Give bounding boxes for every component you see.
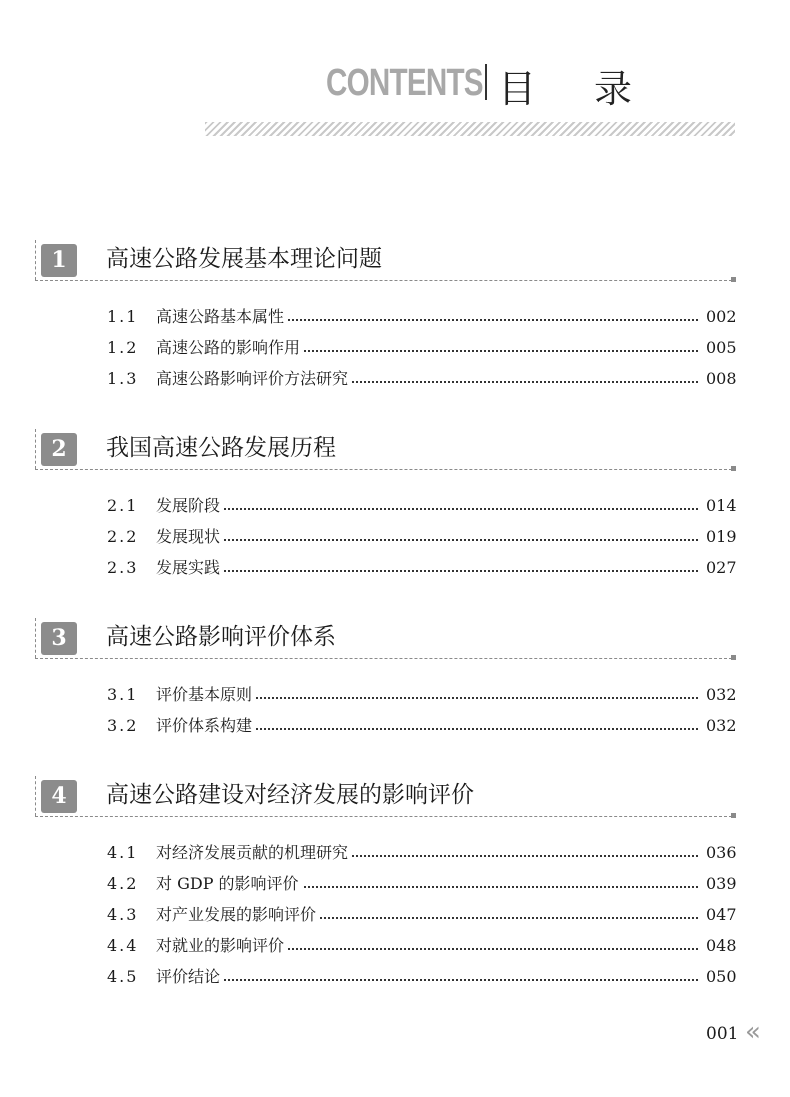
toc-entry[interactable] [0,306,790,337]
entry-page: 036 [706,842,740,864]
entry-title: 发展现状 [156,526,223,548]
chapter-heading [0,429,790,475]
chapter-3 [0,618,790,746]
entry-number: 4.3 [107,905,139,924]
chapter-1 [0,240,790,399]
toc-entry[interactable] [0,337,790,368]
toc-entry[interactable] [0,557,790,588]
entry-page: 032 [706,715,740,737]
entry-number: 2.3 [107,558,139,577]
entry-list [0,842,790,997]
chapter-rule [35,469,732,470]
leader-dots [156,979,698,981]
toc-entry[interactable] [0,684,790,715]
entry-number: 4.5 [107,967,139,986]
entry-title: 高速公路的影响作用 [156,337,303,359]
entry-page: 019 [706,526,740,548]
chapter-bracket [35,618,40,658]
entry-title: 发展实践 [156,557,223,579]
entry-number: 4.2 [107,874,139,893]
chapter-bracket [35,240,40,280]
chapter-number-badge: 2 [41,433,77,466]
chapter-number-badge: 4 [41,780,77,813]
chapter-bracket [35,776,40,816]
toc-entry[interactable] [0,368,790,399]
page-number: 001 [706,1024,739,1044]
chapter-heading [0,240,790,286]
chapter-bracket [35,429,40,469]
entry-list [0,306,790,399]
entry-page: 027 [706,557,740,579]
entry-number: 1.3 [107,369,139,388]
entry-page: 002 [706,306,740,328]
entry-page: 014 [706,495,740,517]
toc-entry[interactable] [0,935,790,966]
chapter-rule-end [731,813,736,818]
entry-page: 032 [706,684,740,706]
entry-title: 评价基本原则 [156,684,255,706]
entry-page: 048 [706,935,740,957]
entry-number: 1.1 [107,307,139,326]
entry-page: 039 [706,873,740,895]
leader-dots [156,508,698,510]
chapter-rule-end [731,655,736,660]
entry-page: 050 [706,966,740,988]
hatched-rule [205,122,735,136]
entry-title: 发展阶段 [156,495,223,517]
entry-number: 4.4 [107,936,139,955]
toc-entry[interactable] [0,842,790,873]
entry-title: 高速公路基本属性 [156,306,287,328]
entry-number: 2.1 [107,496,139,515]
chapter-number-badge: 1 [41,244,77,277]
entry-number: 2.2 [107,527,139,546]
toc-entry[interactable] [0,495,790,526]
entry-title: 评价体系构建 [156,715,255,737]
entry-number: 4.1 [107,843,139,862]
entry-title: 对就业的影响评价 [156,935,287,957]
entry-number: 3.1 [107,685,139,704]
chapter-rule-end [731,277,736,282]
leader-dots [156,570,698,572]
entry-title: 高速公路影响评价方法研究 [156,368,351,390]
chapter-title[interactable]: 我国高速公路发展历程 [106,435,336,461]
chapter-rule-end [731,466,736,471]
entry-list [0,684,790,746]
toc-entry[interactable] [0,904,790,935]
toc-entry[interactable] [0,526,790,557]
page-header [0,56,790,111]
chapter-title[interactable]: 高速公路建设对经济发展的影响评价 [106,782,474,808]
entry-page: 047 [706,904,740,926]
entry-page: 008 [706,368,740,390]
chapter-rule [35,658,732,659]
chapter-number-badge: 3 [41,622,77,655]
leader-dots [156,539,698,541]
contents-heading: CONTENTS [326,62,483,104]
entry-title: 对产业发展的影响评价 [156,904,319,926]
entry-number: 1.2 [107,338,139,357]
chapter-title[interactable]: 高速公路发展基本理论问题 [106,246,382,272]
toc-entry[interactable] [0,966,790,997]
chapter-rule [35,816,732,817]
chapter-heading [0,776,790,822]
entry-title: 对经济发展贡献的机理研究 [156,842,351,864]
double-chevron-left-icon: « [745,1017,761,1047]
chapter-heading [0,618,790,664]
toc-entry[interactable] [0,873,790,904]
chapter-2 [0,429,790,588]
header-divider [485,64,487,100]
entry-title: 评价结论 [156,966,223,988]
entry-number: 3.2 [107,716,139,735]
chapter-4 [0,776,790,997]
chapter-rule [35,280,732,281]
toc-entry[interactable] [0,715,790,746]
page-title: 目录 [498,67,691,111]
entry-title: 对 GDP 的影响评价 [156,873,302,895]
entry-page: 005 [706,337,740,359]
entry-list [0,495,790,588]
chapter-title[interactable]: 高速公路影响评价体系 [106,624,336,650]
